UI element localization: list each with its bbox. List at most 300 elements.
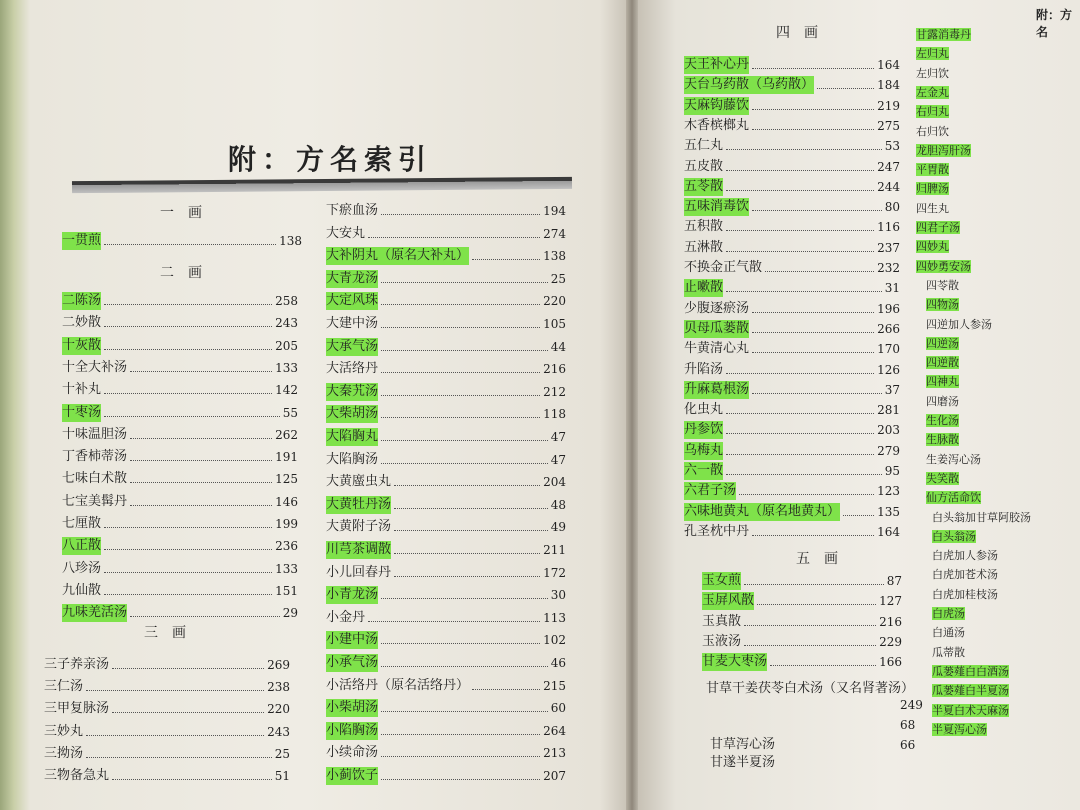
index-entry [684,178,900,196]
index-entry [326,631,566,649]
dot-leader [104,572,272,573]
index-entry [62,470,298,488]
dot-leader [381,666,548,667]
formula-name [932,624,965,640]
index-entry [684,137,900,155]
index-entry [326,518,566,536]
index-entry [684,218,900,236]
formula-name: 天王补心丹 [684,57,750,72]
page-number: 275 [877,118,900,133]
page-number: 142 [275,383,298,398]
index-entry [684,340,900,358]
index-entry [326,270,566,288]
formula-name [926,470,959,486]
page-number: 127 [879,594,902,609]
dot-leader [744,625,876,626]
dot-leader [752,535,874,536]
formula-name-text: 甘露消毒丹 [916,28,971,41]
page-number: 238 [267,680,290,695]
formula-name: 小金丹 [326,609,366,625]
formula-name: 二陈汤 [62,293,102,308]
page-number: 47 [550,452,566,467]
formula-name [932,586,998,602]
index-entry [326,586,566,604]
formula-name-text: 四逆散 [926,356,959,370]
formula-name: 天台乌药散（乌药散） [684,77,815,93]
dot-leader [394,530,548,531]
dot-leader [726,433,874,434]
formula-name [926,431,959,447]
formula-name: 小建中汤 [326,632,379,648]
dot-leader [752,129,874,130]
dot-leader [726,454,874,455]
formula-name [916,45,949,61]
index-entry [684,259,900,277]
formula-name-text: 白虎加人参汤 [932,549,998,563]
page-number: 138 [279,234,302,248]
formula-name: 三妙丸 [44,723,84,739]
formula-name: 五皮散 [684,158,724,174]
formula-name: 七厘散 [62,516,102,531]
dot-leader [726,373,874,374]
formula-name [932,509,1031,525]
formula-name: 小蓟饮子 [326,768,379,783]
formula-name: 小儿回春丹 [326,564,392,580]
formula-name: 大陷胸汤 [326,451,379,467]
formula-name-text: 左归丸 [916,47,949,61]
formula-name: 十全大补汤 [62,359,128,375]
page-number: 229 [879,634,902,649]
index-entry-fragment: 66 [900,738,916,752]
formula-name: 小承气汤 [326,655,379,670]
page-number: 113 [543,610,566,625]
index-entry [62,337,298,355]
formula-name-text: 龙胆泻肝汤 [916,143,971,157]
dot-leader [86,690,264,691]
dot-leader [381,214,540,215]
index-entry [684,76,900,94]
index-entry [684,320,900,338]
formula-name: 十味温胆汤 [62,426,128,442]
index-entry [44,700,290,718]
dot-leader [752,109,874,110]
index-entry [326,564,566,582]
formula-name-text: 白虎汤 [932,607,965,620]
dot-leader [752,68,874,69]
formula-name: 六味地黄丸（原名地黄丸） [684,503,841,519]
page-number: 203 [877,423,900,438]
page-number: 266 [877,321,900,336]
dot-leader [770,665,876,666]
index-entry [326,292,566,310]
formula-name: 七味白术散 [62,471,128,487]
formula-name: 五味消毒饮 [684,199,750,215]
formula-name-text: 失笑散 [926,471,959,485]
formula-name [932,663,1009,679]
index-entry [62,426,298,444]
index-entry [684,523,900,541]
formula-name [932,566,998,582]
formula-name: 五淋散 [684,239,724,255]
book-gutter [626,0,638,810]
formula-name-text: 白通汤 [932,626,965,640]
index-entry [684,239,900,257]
page-number: 25 [550,271,566,286]
formula-name: 大承气汤 [326,338,379,354]
dot-leader [726,251,874,252]
page-number: 125 [275,472,298,487]
index-entry [62,493,298,511]
formula-name [916,142,971,158]
index-entry [684,462,900,480]
index-entry [684,56,900,74]
dot-leader [104,393,272,394]
formula-name: 十灰散 [62,337,102,353]
formula-name: 少腹逐瘀汤 [684,300,750,316]
index-entry [326,360,566,378]
page-number: 87 [886,574,902,588]
formula-name: 大黄䗪虫丸 [326,474,392,490]
dot-leader [130,460,272,461]
page-number: 220 [543,294,566,309]
dot-leader [381,350,548,351]
formula-name: 八珍汤 [62,560,102,576]
index-entry [684,279,900,297]
index-entry [684,503,900,521]
index-entry [326,451,566,469]
page-number: 51 [274,769,290,783]
index-entry [62,582,298,600]
page-number: 220 [267,702,290,717]
page-number: 170 [877,342,900,357]
formula-name-text: 四妙丸 [916,240,949,254]
index-entry [684,401,900,419]
index-entry [62,448,298,466]
formula-name-text: 生姜泻心汤 [926,452,981,466]
page-number: 118 [543,407,566,422]
index-entry [44,745,290,763]
index-entry [62,314,298,332]
formula-name: 五苓散 [684,178,724,194]
page-number: 151 [275,583,298,598]
page-number: 164 [877,524,900,539]
formula-name-text: 半夏泻心汤 [932,722,987,736]
index-entry [702,592,902,610]
page-number: 281 [877,403,900,418]
section-heading-five: 五画 [796,551,852,567]
formula-name [932,682,1009,698]
dot-leader [752,210,882,211]
dot-leader [843,515,874,516]
formula-name [916,161,949,177]
page-number: 55 [282,405,298,420]
index-entry [62,404,298,422]
formula-name: 玉真散 [702,613,742,629]
index-entry [326,722,566,740]
formula-name [926,296,959,312]
page-number: 48 [550,497,566,512]
index-entry [684,158,900,176]
formula-name: 三甲复脉汤 [44,701,110,717]
section-heading-four: 四画 [776,25,832,41]
page-title: 附：方名索引 [228,143,433,176]
page-number: 194 [543,204,566,218]
index-entry [62,232,302,250]
index-entry [326,609,566,627]
index-entry [62,604,298,622]
index-entry [702,633,902,651]
page-number: 135 [877,504,900,519]
page-number: 31 [884,281,900,296]
formula-name: 小续命汤 [326,745,379,761]
formula-name [926,335,959,351]
page-number: 262 [275,427,298,442]
page-number: 164 [877,58,900,72]
formula-name-text: 左归饮 [916,66,949,80]
page-number: 269 [267,658,290,672]
page-number: 25 [274,746,290,761]
index-entry [326,654,566,672]
page-number: 133 [275,360,298,375]
formula-name: 牛黄清心丸 [684,341,750,357]
dot-leader [112,779,272,780]
section-heading-two: 二画 [160,265,216,281]
formula-name [916,258,971,274]
formula-name: 五仁丸 [684,138,724,154]
dot-leader [368,621,540,622]
formula-name: 五积散 [684,219,724,235]
page-number: 116 [877,220,900,235]
formula-name: 大陷胸丸 [326,429,379,444]
dot-leader [765,271,874,272]
index-entry [326,541,566,559]
dot-leader [86,757,272,758]
formula-name-text: 归脾汤 [916,182,949,196]
page-number: 196 [877,301,900,316]
running-header: 附：方名 [1036,8,1073,39]
dot-leader [130,505,272,506]
index-entry-fragment: 甘草干姜茯苓白术汤（又名肾著汤） [706,681,915,696]
formula-name [932,605,965,621]
index-entry [684,421,900,439]
formula-name: 十枣汤 [62,404,102,420]
formula-name [916,238,949,254]
formula-name: 大柴胡汤 [326,406,379,422]
index-entry [326,473,566,491]
index-entry-fragment: 甘草泻心汤 [710,737,776,752]
page-number: 213 [543,746,566,761]
index-entry [684,442,900,460]
formula-name: 大补阴丸（原名大补丸） [326,248,470,264]
page-number: 133 [275,561,298,576]
page-number: 44 [550,339,566,354]
dot-leader [726,170,874,171]
formula-name: 三仁汤 [44,679,84,695]
formula-name: 川芎茶调散 [326,542,392,557]
index-entry [684,198,900,216]
formula-name: 化虫丸 [684,402,724,418]
dot-leader [104,527,272,528]
formula-name: 玉液汤 [702,633,742,649]
page-number: 80 [884,200,900,215]
index-entry [684,361,900,379]
index-entry [62,560,298,578]
dot-leader [130,371,272,372]
formula-name: 八正散 [62,538,102,554]
dot-leader [104,549,272,550]
dot-leader [130,482,272,483]
formula-name: 不换金正气散 [684,260,763,275]
page-number: 274 [543,226,566,241]
dot-leader [752,332,874,333]
page-number: 216 [543,362,566,377]
page-number: 244 [877,179,900,194]
page-number: 211 [543,543,566,557]
formula-name: 一贯煎 [62,233,102,248]
dot-leader [104,349,272,350]
formula-name [916,103,949,119]
index-entry [684,300,900,318]
formula-name: 大秦艽汤 [326,383,379,399]
formula-name [916,65,949,81]
formula-name: 玉屏风散 [702,593,755,609]
formula-name [926,316,992,332]
index-entry [684,117,900,135]
index-entry [326,383,566,401]
index-entry [44,723,290,741]
formula-name: 贝母瓜蒌散 [684,320,750,336]
page-number: 237 [877,240,900,255]
formula-name-text: 仙方活命饮 [926,491,981,505]
index-entry [326,315,566,333]
formula-name: 十补丸 [62,382,102,398]
formula-name: 玉女煎 [702,573,742,588]
dot-leader [757,604,876,605]
index-entry-fragment: 68 [900,718,916,732]
formula-name: 丹参饮 [684,422,724,438]
dot-leader [381,395,540,396]
formula-name [926,451,981,467]
index-entry [326,428,566,446]
formula-name: 下瘀血汤 [326,203,379,218]
formula-name: 小青龙汤 [326,587,379,603]
index-entry [326,496,566,514]
page-number: 123 [877,484,900,499]
page-number: 105 [543,317,566,331]
formula-name-text: 四物汤 [926,298,959,312]
dot-leader [368,237,540,238]
formula-name: 大黄牡丹汤 [326,496,392,512]
formula-name [932,547,998,563]
index-entry [684,97,900,115]
page-number: 29 [282,606,298,621]
formula-name [932,528,976,544]
page-number: 172 [543,565,566,580]
dot-leader [381,304,540,305]
page-number: 243 [275,316,298,331]
page-number: 215 [543,678,566,693]
index-entry [702,653,902,671]
formula-name-text: 白头翁加甘草阿胶汤 [932,510,1031,524]
page-number: 53 [884,139,900,154]
page-number: 204 [543,475,566,490]
page-number: 49 [550,520,566,535]
page-number: 102 [543,633,566,648]
dot-leader [752,352,874,353]
formula-name: 三拗汤 [44,745,84,761]
formula-name [916,123,949,139]
page-number: 247 [877,159,900,174]
formula-name-text: 四神丸 [926,375,959,389]
dot-leader [86,735,264,736]
formula-name-text: 四磨汤 [926,394,959,408]
dot-leader [752,393,882,394]
formula-name: 升陷汤 [684,361,724,377]
dot-leader [472,689,540,690]
formula-name [932,644,965,660]
dot-leader [130,438,272,439]
dot-leader [739,494,874,495]
formula-name: 甘麦大枣汤 [702,654,768,670]
formula-name: 乌梅丸 [684,442,724,458]
page-number: 60 [550,701,566,716]
section-heading-one: 一画 [160,205,216,221]
dot-leader [726,190,874,191]
dot-leader [726,474,882,475]
formula-name-text: 瓜蒌薤白白酒汤 [932,664,1009,678]
formula-name-text: 右归饮 [916,124,949,138]
dot-leader [112,712,264,713]
formula-name-text: 白虎加桂枝汤 [932,587,998,601]
formula-name-text: 半夏白术天麻汤 [932,703,1009,717]
dot-leader [381,756,540,757]
index-entry [326,225,566,243]
formula-name: 六君子汤 [684,483,737,499]
index-entry [62,359,298,377]
dot-leader [744,645,876,646]
page-number: 191 [275,450,298,465]
dot-leader [726,413,874,414]
dot-leader [381,440,548,441]
dot-leader [726,149,882,150]
page-number: 212 [543,384,566,399]
dot-leader [726,291,882,292]
formula-name [926,354,959,370]
dot-leader [394,485,540,486]
index-entry [326,247,566,265]
formula-name [926,489,981,505]
page-number: 184 [877,78,900,93]
formula-name [916,180,949,196]
formula-name: 大定风珠 [326,293,379,309]
formula-name: 天麻钩藤饮 [684,97,750,113]
dot-leader [394,553,540,554]
formula-name [916,84,949,100]
dot-leader [381,643,540,644]
formula-name: 大安丸 [326,225,366,241]
index-entry [62,515,298,533]
formula-name: 大建中汤 [326,316,379,331]
formula-name [932,702,1009,718]
page-number: 126 [877,362,900,377]
formula-name: 九仙散 [62,582,102,598]
dot-leader [726,230,874,231]
page-number: 232 [877,261,900,275]
index-entry [684,482,900,500]
formula-name-text: 四生丸 [916,201,949,215]
formula-name: 小柴胡汤 [326,700,379,716]
formula-name: 孔圣枕中丹 [684,523,750,539]
